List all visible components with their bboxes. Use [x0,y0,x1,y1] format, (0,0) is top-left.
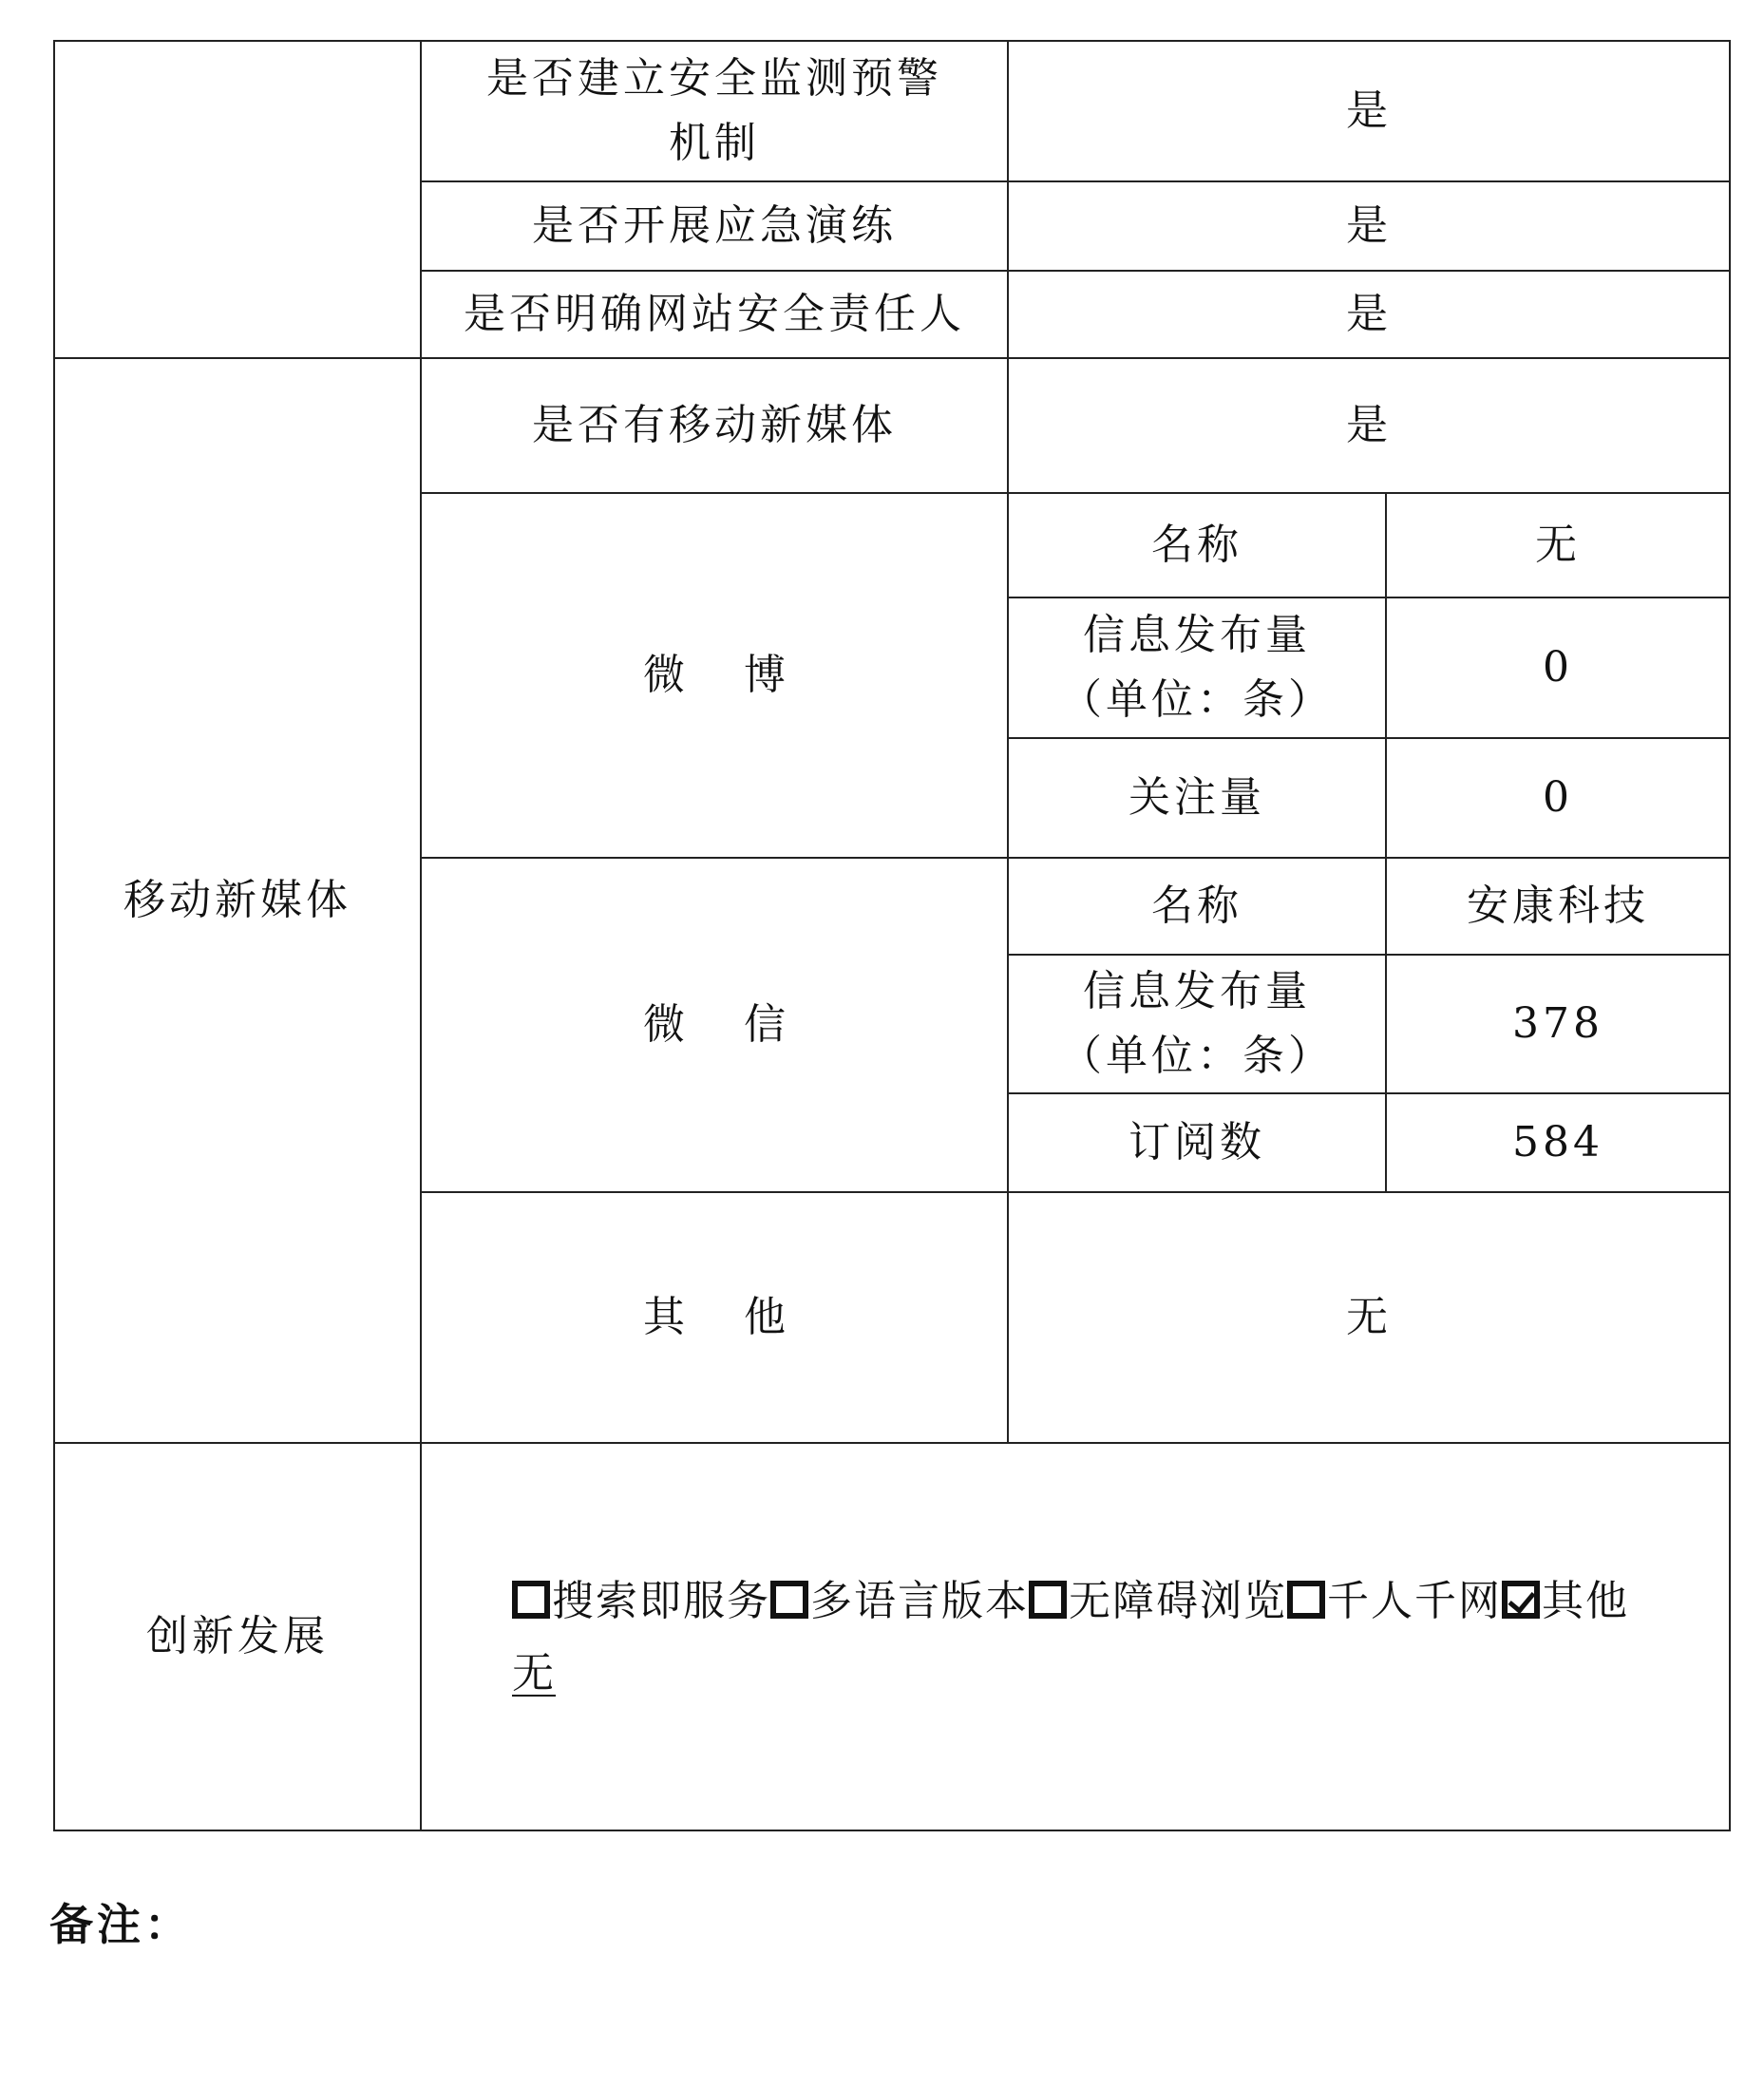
option-search-service[interactable] [512,1577,770,1625]
security-officer-label-cell [420,270,1009,359]
option-other[interactable] [1502,1577,1629,1625]
checkbox-icon[interactable] [770,1581,808,1619]
has-mobile-media-label: 是否有移动新媒体 [532,400,897,449]
other-media-label-cell [420,1191,1009,1444]
option-other-label: 其他 [1542,1577,1629,1625]
weibo-followers-label: 关注量 [1129,772,1265,822]
wechat-label-cell [420,857,1009,1193]
other-media-label: 其他 [643,1292,844,1341]
has-mobile-media-label-cell [420,357,1009,494]
checkbox-icon[interactable] [1029,1581,1067,1619]
wechat-name-value: 安康科技 [1467,881,1649,930]
emergency-drill-label-cell [420,180,1009,272]
innovation-section-cell [53,1442,422,1831]
emergency-drill-value: 是 [1346,200,1392,250]
wechat-posts-label-line-2: （单位：条） [1060,1032,1334,1080]
weibo-posts-label-cell [1007,597,1387,739]
weibo-label: 微博 [643,650,844,699]
has-mobile-media-value-cell [1007,357,1731,494]
emergency-drill-value-cell [1007,180,1731,272]
option-search-service-label: 搜索即服务 [552,1577,770,1625]
weibo-posts-label [1060,603,1334,732]
security-section-label-cell [53,40,422,359]
security-officer-value: 是 [1346,289,1392,338]
checkbox-icon[interactable] [512,1581,550,1619]
other-media-value: 无 [1346,1292,1392,1341]
option-personalized[interactable] [1287,1577,1502,1625]
innovation-options-cell [420,1442,1731,1831]
weibo-name-label: 名称 [1151,520,1242,569]
wechat-subscribers-value-cell [1385,1092,1731,1193]
note-label: 备注： [49,1899,192,1950]
wechat-posts-label [1060,959,1334,1089]
weibo-followers-value: 0 [1543,772,1573,822]
option-personalized-label: 千人千网 [1327,1577,1502,1625]
security-monitoring-label-line-1: 是否建立安全监测预警 [486,53,942,103]
security-officer-label: 是否明确网站安全责任人 [464,289,965,338]
innovation-section-label: 创新发展 [146,1611,329,1660]
weibo-posts-label-line-1: 信息发布量 [1083,610,1311,659]
weibo-posts-value-cell [1385,597,1731,739]
wechat-posts-label-cell [1007,954,1387,1094]
weibo-followers-value-cell [1385,737,1731,859]
wechat-name-label: 名称 [1151,881,1242,930]
option-accessibility-label: 无障碍浏览 [1069,1577,1287,1625]
weibo-name-value-cell [1385,492,1731,598]
innovation-options [512,1565,1718,1710]
wechat-label: 微信 [643,999,844,1049]
option-accessibility[interactable] [1029,1577,1287,1625]
wechat-posts-value-cell [1385,954,1731,1094]
checkbox-checked-icon[interactable] [1502,1581,1540,1619]
wechat-subscribers-label: 订阅数 [1129,1117,1265,1166]
security-monitoring-value: 是 [1346,85,1392,135]
weibo-name-label-cell [1007,492,1387,598]
weibo-posts-label-line-2: （单位：条） [1060,675,1334,724]
emergency-drill-label: 是否开展应急演练 [532,200,897,250]
wechat-posts-value: 378 [1512,998,1603,1048]
security-monitoring-label-line-2: 机制 [669,119,760,167]
security-monitoring-label [486,47,942,176]
innovation-other-text: 无 [512,1649,556,1697]
security-officer-value-cell [1007,270,1731,359]
checkbox-icon[interactable] [1287,1581,1325,1619]
wechat-posts-label-line-1: 信息发布量 [1083,966,1311,1015]
option-multilingual-label: 多语言版本 [810,1577,1029,1625]
weibo-posts-value: 0 [1543,642,1573,692]
security-monitoring-value-cell [1007,40,1731,182]
weibo-followers-label-cell [1007,737,1387,859]
wechat-name-value-cell [1385,857,1731,956]
security-monitoring-label-cell [420,40,1009,182]
option-multilingual[interactable] [770,1577,1029,1625]
wechat-subscribers-label-cell [1007,1092,1387,1193]
has-mobile-media-value: 是 [1346,400,1392,449]
wechat-name-label-cell [1007,857,1387,956]
weibo-label-cell [420,492,1009,859]
wechat-subscribers-value: 584 [1512,1117,1603,1166]
other-media-value-cell [1007,1191,1731,1444]
mobile-media-section-cell [53,357,422,1444]
weibo-name-value: 无 [1535,520,1581,569]
mobile-media-section-label: 移动新媒体 [123,875,351,924]
